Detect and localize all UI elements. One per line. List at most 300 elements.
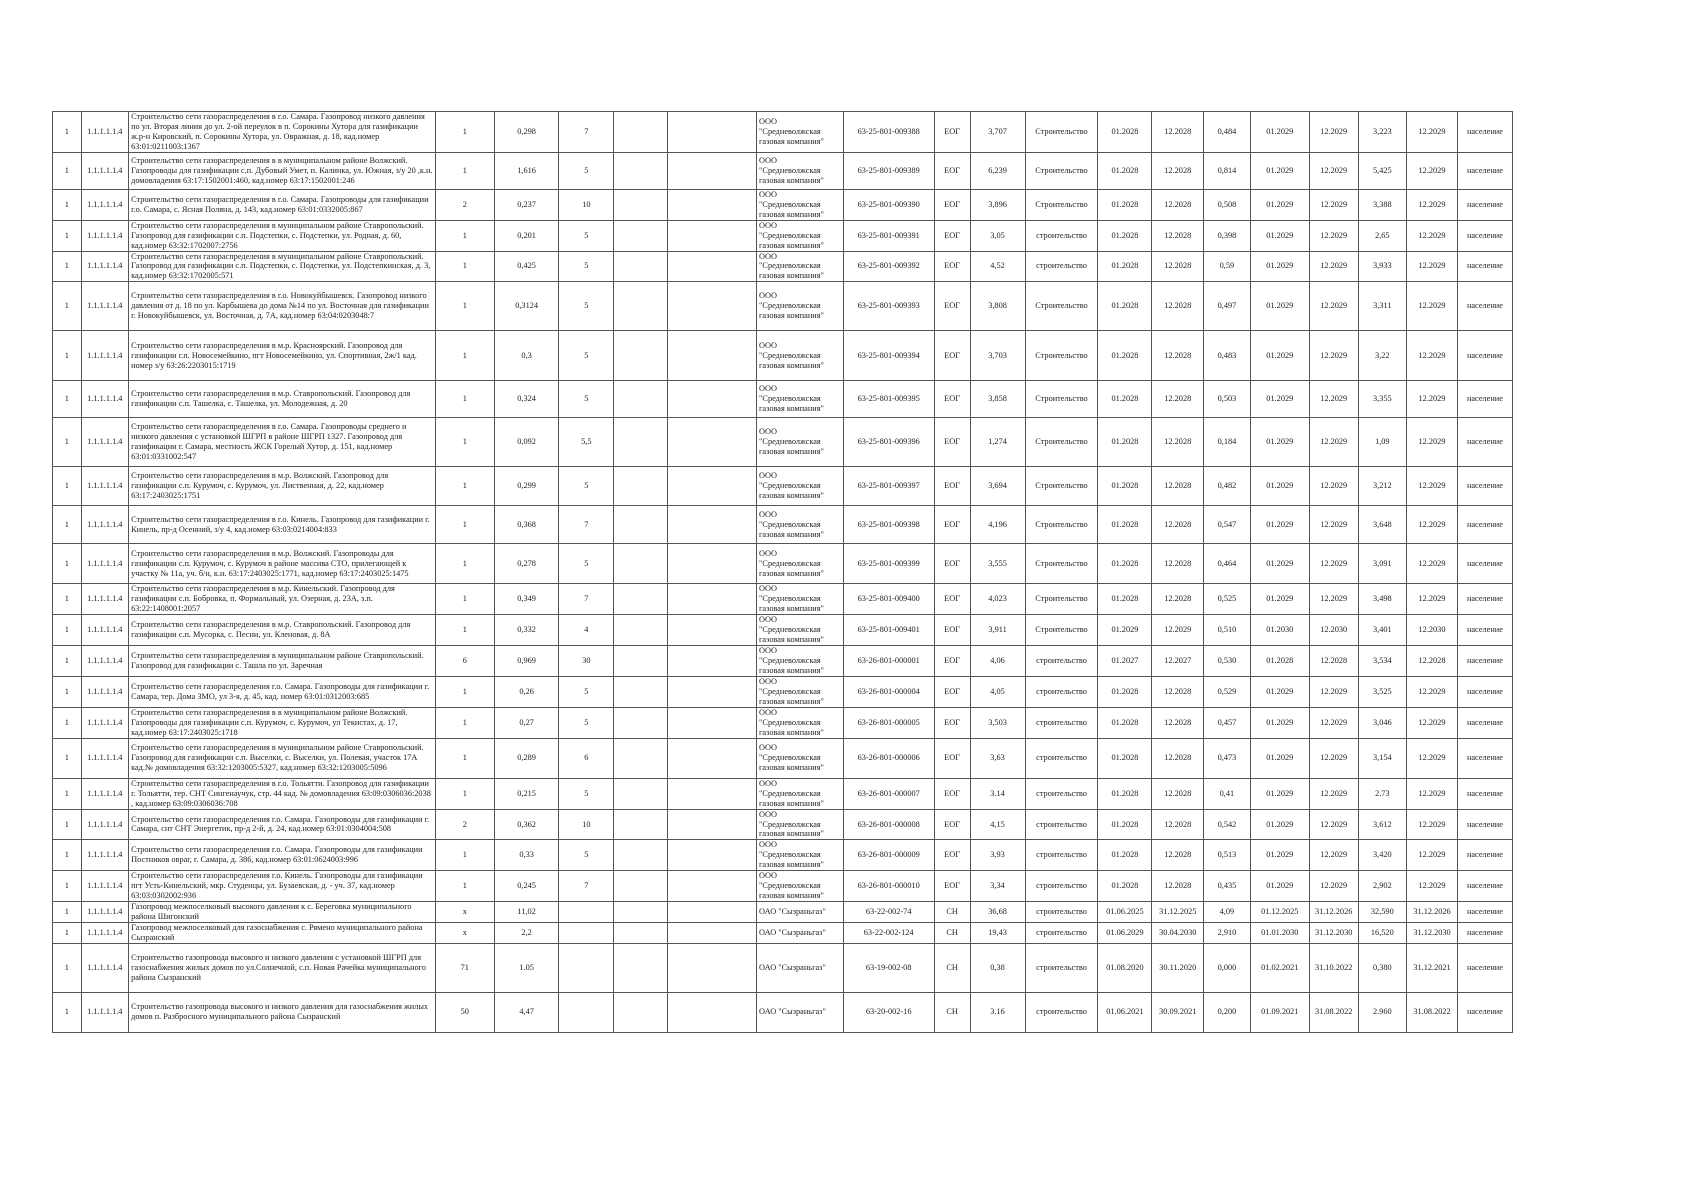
cost-cell: 4,52 [970,251,1025,282]
amount-cell: 0,510 [1204,615,1251,646]
end-date-cell: 30.04.2030 [1152,923,1204,944]
start-date-2-cell: 01.2029 [1250,331,1309,381]
end-date-cell: 12.2028 [1152,809,1204,840]
length-cell: 0,969 [494,646,558,677]
amount-cell: 0,513 [1204,840,1251,871]
consumer-cell: население [1457,584,1512,615]
work-type-cell: строительство [1025,943,1098,992]
registry-number-cell: 63-26-801-000009 [843,840,934,871]
end-date-2-cell: 31.12.2030 [1309,923,1358,944]
work-type-cell: строительство [1025,923,1098,944]
end-date-2-cell: 12.2030 [1309,615,1358,646]
cost-cell: 4,05 [970,676,1025,707]
amount-cell: 0,457 [1204,707,1251,738]
consumer-cell: население [1457,676,1512,707]
cost-cell: 3,05 [970,220,1025,251]
end-date-cell: 12.2028 [1152,189,1204,220]
end-date-cell: 12.2028 [1152,220,1204,251]
end-date-cell: 12.2028 [1152,282,1204,331]
code-cell: 1.1.1.1.1.4 [81,251,129,282]
code-cell: 1.1.1.1.1.4 [81,220,129,251]
diameter-cell: 5 [559,251,614,282]
consumer-cell: население [1457,992,1512,1032]
cost-cell: 4,196 [970,506,1025,544]
consumer-cell: население [1457,251,1512,282]
code-cell: 1.1.1.1.1.4 [81,584,129,615]
organization-cell: ООО "Средневолжская газовая компания" [757,418,844,467]
start-date-2-cell: 01.2029 [1250,152,1309,189]
organization-cell: ООО "Средневолжская газовая компания" [757,282,844,331]
row-num-cell: 1 [53,189,82,220]
empty-cell [614,220,668,251]
amount-2-cell: 32,590 [1358,902,1407,923]
cost-cell: 3,707 [970,112,1025,153]
end-date-2-cell: 12.2029 [1309,467,1358,506]
count-cell: 1 [435,707,494,738]
work-type-cell: Строительство [1025,282,1098,331]
end-date-cell: 12.2028 [1152,467,1204,506]
count-cell: 1 [435,112,494,153]
length-cell: 4,47 [494,992,558,1032]
count-cell: 1 [435,282,494,331]
start-date-cell: 01.2028 [1098,112,1152,153]
count-cell: 1 [435,418,494,467]
end-date-2-cell: 12.2029 [1309,840,1358,871]
consumer-cell: население [1457,189,1512,220]
amount-2-cell: 2,65 [1358,220,1407,251]
end-date-2-cell: 12.2029 [1309,738,1358,778]
row-num-cell: 1 [53,152,82,189]
category-cell: СН [934,902,970,923]
empty-cell [668,467,757,506]
table-row [53,840,1513,871]
completion-date-cell: 12.2029 [1407,467,1458,506]
start-date-2-cell: 01.2030 [1250,615,1309,646]
organization-cell: ООО "Средневолжская газовая компания" [757,809,844,840]
amount-2-cell: 3,355 [1358,381,1407,418]
organization-cell: ООО "Средневолжская газовая компания" [757,738,844,778]
category-cell: СН [934,992,970,1032]
empty-cell [668,544,757,584]
table-row [53,707,1513,738]
length-cell: 0,368 [494,506,558,544]
category-cell: ЕОГ [934,282,970,331]
table-row [53,992,1513,1032]
consumer-cell: население [1457,646,1512,677]
amount-2-cell: 1,09 [1358,418,1407,467]
empty-cell [614,646,668,677]
empty-cell [668,418,757,467]
end-date-cell: 12.2028 [1152,381,1204,418]
amount-cell: 0,200 [1204,992,1251,1032]
count-cell: 1 [435,152,494,189]
row-num-cell: 1 [53,467,82,506]
organization-cell: ООО "Средневолжская газовая компания" [757,840,844,871]
table-row [53,251,1513,282]
amount-2-cell: 3,388 [1358,189,1407,220]
empty-cell [614,282,668,331]
consumer-cell: население [1457,943,1512,992]
consumer-cell: население [1457,778,1512,809]
code-cell: 1.1.1.1.1.4 [81,418,129,467]
empty-cell [614,738,668,778]
description-cell: Строительство сети газораспределения г.о. Самара. Газопроводы для газификации г. Самара, тер. Дома ЗМО, ул 3-я, д. 45, кад. номер 63:01:0312003:685 [129,676,436,707]
work-type-cell: строительство [1025,251,1098,282]
completion-date-cell: 31.12.2030 [1407,923,1458,944]
count-cell: 1 [435,778,494,809]
row-num-cell: 1 [53,992,82,1032]
end-date-cell: 12.2029 [1152,615,1204,646]
registry-number-cell: 63-20-002-16 [843,992,934,1032]
completion-date-cell: 12.2029 [1407,584,1458,615]
completion-date-cell: 12.2029 [1407,707,1458,738]
completion-date-cell: 12.2029 [1407,282,1458,331]
amount-2-cell: 3,401 [1358,615,1407,646]
cost-cell: 3,503 [970,707,1025,738]
length-cell: 0,324 [494,381,558,418]
amount-cell: 0,184 [1204,418,1251,467]
amount-cell: 0,000 [1204,943,1251,992]
empty-cell [614,331,668,381]
end-date-2-cell: 12.2029 [1309,112,1358,153]
length-cell: 0,298 [494,112,558,153]
length-cell: 0,425 [494,251,558,282]
length-cell: 0,26 [494,676,558,707]
count-cell: х [435,923,494,944]
empty-cell [668,943,757,992]
start-date-cell: 01.2028 [1098,251,1152,282]
registry-number-cell: 63-25-801-009397 [843,467,934,506]
amount-cell: 0,484 [1204,112,1251,153]
empty-cell [668,251,757,282]
organization-cell: ООО "Средневолжская газовая компания" [757,506,844,544]
cost-cell: 3.16 [970,992,1025,1032]
work-type-cell: Строительство [1025,544,1098,584]
length-cell: 2,2 [494,923,558,944]
row-num-cell: 1 [53,778,82,809]
cost-cell: 3,63 [970,738,1025,778]
table-row [53,778,1513,809]
end-date-2-cell: 12.2029 [1309,152,1358,189]
length-cell: 1.05 [494,943,558,992]
description-cell: Строительство сети газораспределения в г.о. Новокуйбышевск. Газопровод низкого давления от д. 18 по ул. Карбышева до дома №14 по ул. Восточная для газификации г. Новокуйбышевск, ул. Восточная, д. 7А, кад.номер 63:04:0203048:7 [129,282,436,331]
count-cell: 6 [435,646,494,677]
diameter-cell [559,943,614,992]
length-cell: 0,092 [494,418,558,467]
description-cell: Строительство сети газораспределения в г.о. Самара. Газопроводы среднего и низкого давления с установкой ШГРП в районе ШГРП 1327. Газопровод для газификации г. Самара, местность ЖСК Горелый Хутор, д. 151, кад.номер 63:01:0331002:547 [129,418,436,467]
registry-number-cell: 63-26-801-000008 [843,809,934,840]
cost-cell: 3,703 [970,331,1025,381]
end-date-cell: 12.2028 [1152,331,1204,381]
code-cell: 1.1.1.1.1.4 [81,676,129,707]
length-cell: 11,02 [494,902,558,923]
start-date-2-cell: 01.2029 [1250,676,1309,707]
end-date-2-cell: 12.2029 [1309,418,1358,467]
table-row [53,112,1513,153]
length-cell: 0,332 [494,615,558,646]
start-date-2-cell: 01.12.2025 [1250,902,1309,923]
amount-2-cell: 2.73 [1358,778,1407,809]
row-num-cell: 1 [53,707,82,738]
count-cell: 1 [435,840,494,871]
row-num-cell: 1 [53,615,82,646]
start-date-cell: 01.2028 [1098,331,1152,381]
empty-cell [668,840,757,871]
consumer-cell: население [1457,840,1512,871]
work-type-cell: Строительство [1025,112,1098,153]
start-date-2-cell: 01.2029 [1250,871,1309,902]
empty-cell [614,871,668,902]
completion-date-cell: 12.2029 [1407,189,1458,220]
description-cell: Строительство сети газораспределения в в муниципальном районе Волжский. Газопроводы для газификации с.п. Курумоч, с. Курумоч, ул Текистах, д. 17, кад.номер 63:17:2403025:1718 [129,707,436,738]
row-num-cell: 1 [53,676,82,707]
description-cell: Строительство сети газораспределения в г.о. Кинель. Газопровод для газификации г. Кинель, пр-д Осенний, з/у 4, кад.номер 63:03:0214004:833 [129,506,436,544]
organization-cell: ООО "Средневолжская газовая компания" [757,189,844,220]
empty-cell [668,992,757,1032]
registry-number-cell: 63-25-801-009398 [843,506,934,544]
registry-number-cell: 63-26-801-000005 [843,707,934,738]
end-date-2-cell: 12.2029 [1309,778,1358,809]
amount-2-cell: 3,223 [1358,112,1407,153]
length-cell: 0,289 [494,738,558,778]
amount-2-cell: 3,534 [1358,646,1407,677]
start-date-2-cell: 01.2029 [1250,220,1309,251]
amount-cell: 0,464 [1204,544,1251,584]
registry-number-cell: 63-26-801-000001 [843,646,934,677]
diameter-cell: 5 [559,544,614,584]
description-cell: Строительство сети газораспределения в м.р. Волжский. Газопроводы для газификации с.п. Курумоч, с. Курумоч в районе массива СТО, прилегающей к участку № 11а, уч. б/н, к.н. 63:17:2403025:1771, кад.номер 63:17:2403025:1475 [129,544,436,584]
work-type-cell: Строительство [1025,418,1098,467]
table-row [53,220,1513,251]
row-num-cell: 1 [53,251,82,282]
start-date-cell: 01.2028 [1098,840,1152,871]
category-cell: ЕОГ [934,584,970,615]
end-date-2-cell: 12.2029 [1309,676,1358,707]
start-date-2-cell: 01.2029 [1250,544,1309,584]
start-date-2-cell: 01.01.2030 [1250,923,1309,944]
work-type-cell: строительство [1025,738,1098,778]
diameter-cell: 10 [559,809,614,840]
row-num-cell: 1 [53,112,82,153]
end-date-2-cell: 31.12.2026 [1309,902,1358,923]
empty-cell [668,902,757,923]
category-cell: ЕОГ [934,778,970,809]
consumer-cell: население [1457,707,1512,738]
organization-cell: ООО "Средневолжская газовая компания" [757,112,844,153]
code-cell: 1.1.1.1.1.4 [81,943,129,992]
amount-2-cell: 3,612 [1358,809,1407,840]
empty-cell [668,871,757,902]
start-date-2-cell: 01.2029 [1250,467,1309,506]
amount-2-cell: 3,525 [1358,676,1407,707]
completion-date-cell: 12.2029 [1407,381,1458,418]
count-cell: 1 [435,220,494,251]
organization-cell: ООО "Средневолжская газовая компания" [757,251,844,282]
amount-cell: 0,497 [1204,282,1251,331]
code-cell: 1.1.1.1.1.4 [81,646,129,677]
empty-cell [668,331,757,381]
completion-date-cell: 12.2030 [1407,615,1458,646]
end-date-cell: 31.12.2025 [1152,902,1204,923]
start-date-2-cell: 01.2029 [1250,809,1309,840]
completion-date-cell: 12.2029 [1407,809,1458,840]
work-type-cell: Строительство [1025,331,1098,381]
end-date-cell: 12.2028 [1152,152,1204,189]
empty-cell [668,707,757,738]
table-row [53,943,1513,992]
empty-cell [668,646,757,677]
organization-cell: ООО "Средневолжская газовая компания" [757,584,844,615]
consumer-cell: население [1457,418,1512,467]
completion-date-cell: 12.2029 [1407,152,1458,189]
organization-cell: ООО "Средневолжская газовая компания" [757,871,844,902]
code-cell: 1.1.1.1.1.4 [81,112,129,153]
consumer-cell: население [1457,282,1512,331]
count-cell: 2 [435,189,494,220]
work-type-cell: Строительство [1025,615,1098,646]
count-cell: 50 [435,992,494,1032]
end-date-cell: 12.2028 [1152,506,1204,544]
start-date-cell: 01.2028 [1098,738,1152,778]
category-cell: ЕОГ [934,615,970,646]
category-cell: ЕОГ [934,331,970,381]
table-row [53,615,1513,646]
work-type-cell: Строительство [1025,584,1098,615]
consumer-cell: население [1457,381,1512,418]
cost-cell: 1,274 [970,418,1025,467]
organization-cell: ООО "Средневолжская газовая компания" [757,615,844,646]
cost-cell: 6,239 [970,152,1025,189]
start-date-cell: 01.2028 [1098,707,1152,738]
table-body [53,112,1513,1033]
category-cell: ЕОГ [934,840,970,871]
table-row [53,902,1513,923]
cost-cell: 3,34 [970,871,1025,902]
code-cell: 1.1.1.1.1.4 [81,467,129,506]
row-num-cell: 1 [53,943,82,992]
category-cell: ЕОГ [934,112,970,153]
start-date-2-cell: 01.2029 [1250,707,1309,738]
diameter-cell: 5 [559,282,614,331]
work-type-cell: строительство [1025,646,1098,677]
completion-date-cell: 12.2029 [1407,331,1458,381]
row-num-cell: 1 [53,506,82,544]
amount-cell: 0,814 [1204,152,1251,189]
count-cell: 1 [435,738,494,778]
consumer-cell: население [1457,112,1512,153]
work-type-cell: строительство [1025,220,1098,251]
end-date-cell: 12.2028 [1152,112,1204,153]
diameter-cell: 6 [559,738,614,778]
cost-cell: 19,43 [970,923,1025,944]
registry-number-cell: 63-22-002-74 [843,902,934,923]
end-date-2-cell: 12.2028 [1309,646,1358,677]
end-date-cell: 12.2027 [1152,646,1204,677]
length-cell: 1,616 [494,152,558,189]
length-cell: 0,299 [494,467,558,506]
start-date-2-cell: 01.2029 [1250,381,1309,418]
registry-number-cell: 63-25-801-009392 [843,251,934,282]
table-row [53,544,1513,584]
consumer-cell: население [1457,331,1512,381]
end-date-2-cell: 12.2029 [1309,707,1358,738]
row-num-cell: 1 [53,331,82,381]
code-cell: 1.1.1.1.1.4 [81,778,129,809]
category-cell: ЕОГ [934,467,970,506]
code-cell: 1.1.1.1.1.4 [81,840,129,871]
empty-cell [614,809,668,840]
registry-number-cell: 63-26-801-000007 [843,778,934,809]
diameter-cell: 5 [559,331,614,381]
empty-cell [614,467,668,506]
end-date-cell: 12.2028 [1152,840,1204,871]
count-cell: 71 [435,943,494,992]
end-date-2-cell: 12.2029 [1309,251,1358,282]
completion-date-cell: 12.2029 [1407,220,1458,251]
empty-cell [614,902,668,923]
start-date-2-cell: 01.2029 [1250,418,1309,467]
work-type-cell: строительство [1025,840,1098,871]
organization-cell: ООО "Средневолжская газовая компания" [757,778,844,809]
work-type-cell: Строительство [1025,189,1098,220]
empty-cell [668,282,757,331]
consumer-cell: население [1457,467,1512,506]
work-type-cell: Строительство [1025,506,1098,544]
count-cell: 1 [435,251,494,282]
empty-cell [668,809,757,840]
consumer-cell: население [1457,809,1512,840]
amount-2-cell: 2.960 [1358,992,1407,1032]
count-cell: 1 [435,544,494,584]
diameter-cell: 5 [559,778,614,809]
consumer-cell: население [1457,544,1512,584]
length-cell: 0,278 [494,544,558,584]
count-cell: 1 [435,506,494,544]
end-date-2-cell: 12.2029 [1309,220,1358,251]
length-cell: 0,215 [494,778,558,809]
start-date-cell: 01.2028 [1098,220,1152,251]
registry-number-cell: 63-19-002-08 [843,943,934,992]
diameter-cell: 5 [559,381,614,418]
start-date-cell: 01.2028 [1098,778,1152,809]
empty-cell [668,615,757,646]
end-date-2-cell: 12.2029 [1309,381,1358,418]
end-date-2-cell: 12.2029 [1309,584,1358,615]
consumer-cell: население [1457,902,1512,923]
start-date-cell: 01.2028 [1098,676,1152,707]
category-cell: ЕОГ [934,646,970,677]
category-cell: ЕОГ [934,707,970,738]
description-cell: Строительство сети газораспределения в г.о. Тольятти. Газопровод для газификации г. Тольятти, тер. СНТ Сингенаучук, стр. 44 кад. № домовладения 63:09:0306036:2038 , кад.номер 63:09:0306036:708 [129,778,436,809]
category-cell: ЕОГ [934,152,970,189]
length-cell: 0,349 [494,584,558,615]
code-cell: 1.1.1.1.1.4 [81,707,129,738]
completion-date-cell: 12.2029 [1407,251,1458,282]
empty-cell [614,418,668,467]
work-type-cell: строительство [1025,809,1098,840]
cost-cell: 3,93 [970,840,1025,871]
diameter-cell: 5,5 [559,418,614,467]
consumer-cell: население [1457,923,1512,944]
empty-cell [614,943,668,992]
cost-cell: 3,858 [970,381,1025,418]
category-cell: ЕОГ [934,220,970,251]
cost-cell: 3,555 [970,544,1025,584]
empty-cell [668,112,757,153]
table-row [53,331,1513,381]
registry-number-cell: 63-25-801-009388 [843,112,934,153]
empty-cell [668,381,757,418]
